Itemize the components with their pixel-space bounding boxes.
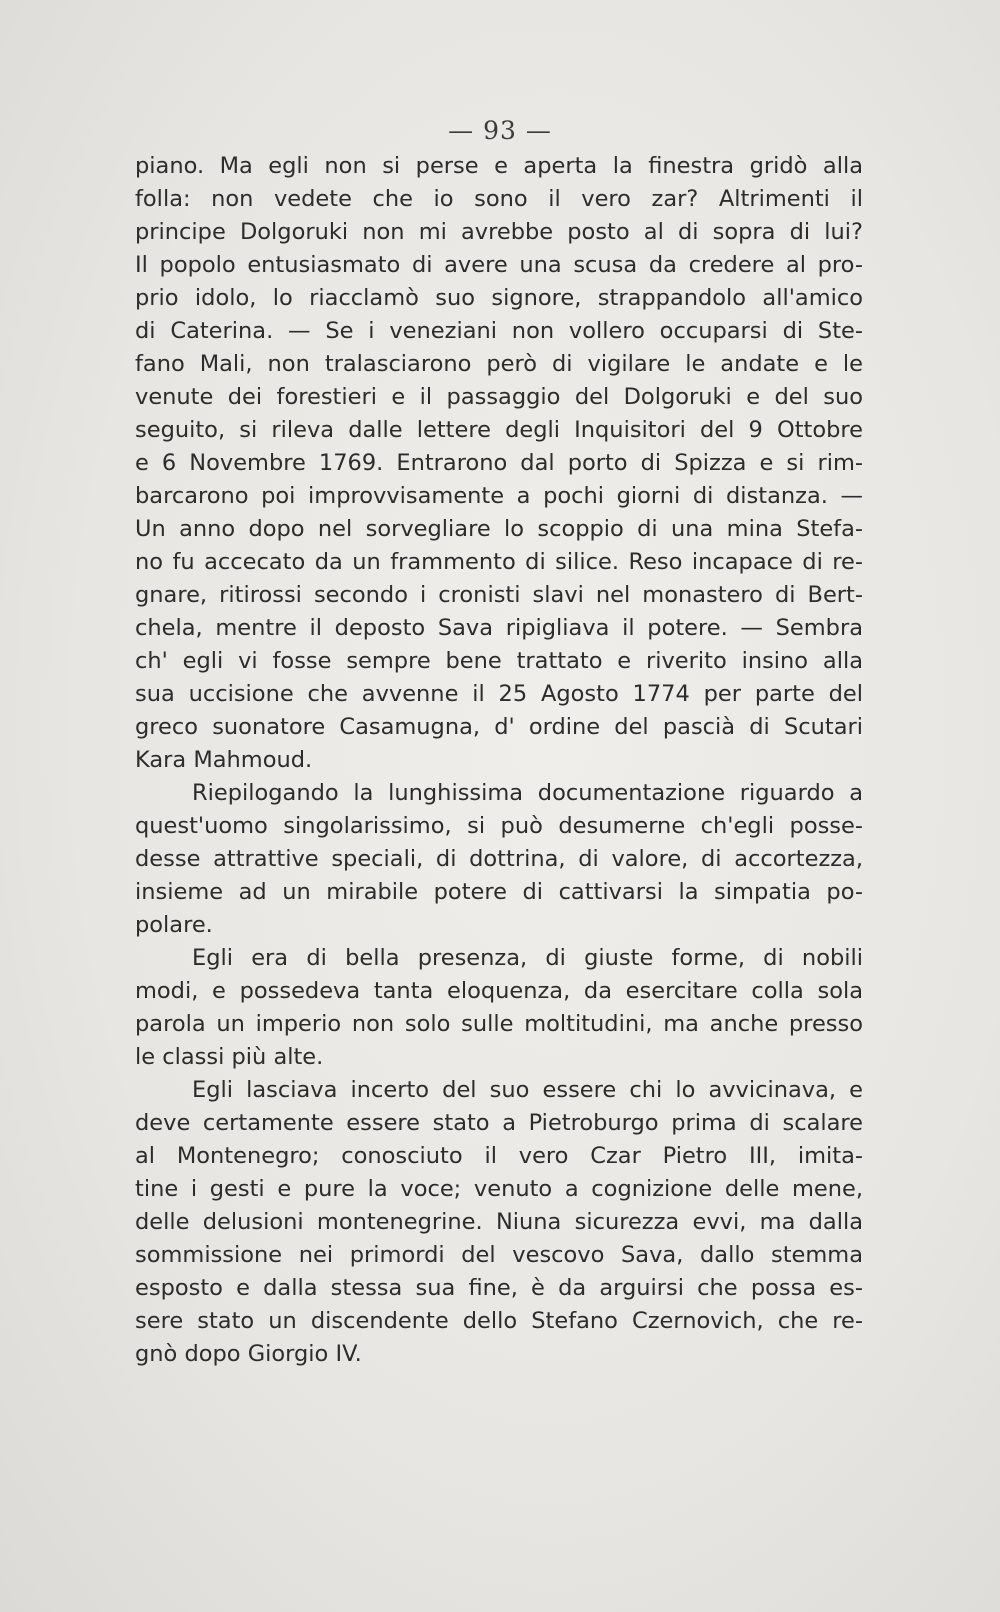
text-line: ch' egli vi fosse sempre bene trattato e riverito insino alla (135, 648, 863, 674)
text-line: al Montenegro; conosciuto il vero Czar Pietro III, imita- (135, 1143, 863, 1169)
page-number: — 93 — (448, 116, 552, 145)
text-line: sere stato un discendente dello Stefano Czernovich, che re- (135, 1308, 863, 1334)
text-line: modi, e possedeva tanta eloquenza, da esercitare colla sola (135, 978, 863, 1004)
text-line: delle delusioni montenegrine. Niuna sicurezza evvi, ma dalla (135, 1209, 863, 1235)
text-line: le classi più alte. (135, 1044, 324, 1070)
text-line: prio idolo, lo riacclamò suo signore, strappandolo all'amico (135, 285, 863, 311)
paragraph-3 (135, 942, 863, 1074)
text-line: seguito, si rileva dalle lettere degli Inquisitori del 9 Ottobre (135, 417, 863, 443)
text-line: Egli lasciava incerto del suo essere chi lo avvicinava, e (192, 1077, 863, 1103)
text-line: Egli era di bella presenza, di giuste forme, di nobili (192, 945, 863, 971)
text-line: greco suonatore Casamugna, d' ordine del pascià di Scutari (135, 714, 863, 740)
text-line: tine i gesti e pure la voce; venuto a cognizione delle mene, (135, 1176, 863, 1202)
text-line: di Caterina. — Se i veneziani non vollero occuparsi di Ste- (135, 318, 863, 344)
text-line: venute dei forestieri e il passaggio del Dolgoruki e del suo (135, 384, 863, 410)
text-line: sommissione nei primordi del vescovo Sava, dallo stemma (135, 1242, 863, 1268)
paragraph-2 (135, 777, 863, 942)
paragraph-4 (135, 1074, 863, 1371)
text-line: quest'uomo singolarissimo, si può desumerne ch'egli posse- (135, 813, 863, 839)
text-line: Il popolo entusiasmato di avere una scusa da credere al pro- (135, 252, 863, 278)
text-line: Kara Mahmoud. (135, 747, 313, 773)
text-line: barcarono poi improvvisamente a pochi giorni di distanza. — (135, 483, 863, 509)
text-line: Un anno dopo nel sorvegliare lo scoppio di una mina Stefa- (135, 516, 863, 542)
text-line: esposto e dalla stessa sua fine, è da arguirsi che possa es- (135, 1275, 863, 1301)
text-line: principe Dolgoruki non mi avrebbe posto al di sopra di lui? (135, 219, 863, 245)
text-line: polare. (135, 912, 213, 938)
text-line: chela, mentre il deposto Sava ripigliava il potere. — Sembra (135, 615, 863, 641)
text-line: gnò dopo Giorgio IV. (135, 1341, 362, 1367)
text-line: gnare, ritirossi secondo i cronisti slavi nel monastero di Bert- (135, 582, 863, 608)
text-line: insieme ad un mirabile potere di cattivarsi la simpatia po- (135, 879, 863, 905)
text-line: deve certamente essere stato a Pietroburgo prima di scalare (135, 1110, 863, 1136)
body-text (135, 150, 863, 1371)
text-line: sua uccisione che avvenne il 25 Agosto 1774 per parte del (135, 681, 863, 707)
text-line: parola un imperio non solo sulle moltitudini, ma anche presso (135, 1011, 863, 1037)
text-line: e 6 Novembre 1769. Entrarono dal porto di Spizza e si rim- (135, 450, 863, 476)
text-line: folla: non vedete che io sono il vero zar? Altrimenti il (135, 186, 863, 212)
text-line: piano. Ma egli non si perse e aperta la finestra gridò alla (135, 153, 863, 179)
text-line: fano Mali, non tralasciarono però di vigilare le andate e le (135, 351, 863, 377)
paragraph-1 (135, 150, 863, 777)
text-line: Riepilogando la lunghissima documentazione riguardo a (192, 780, 863, 806)
text-line: no fu accecato da un frammento di silice. Reso incapace di re- (135, 549, 863, 575)
text-line: desse attrattive speciali, di dottrina, di valore, di accortezza, (135, 846, 863, 872)
